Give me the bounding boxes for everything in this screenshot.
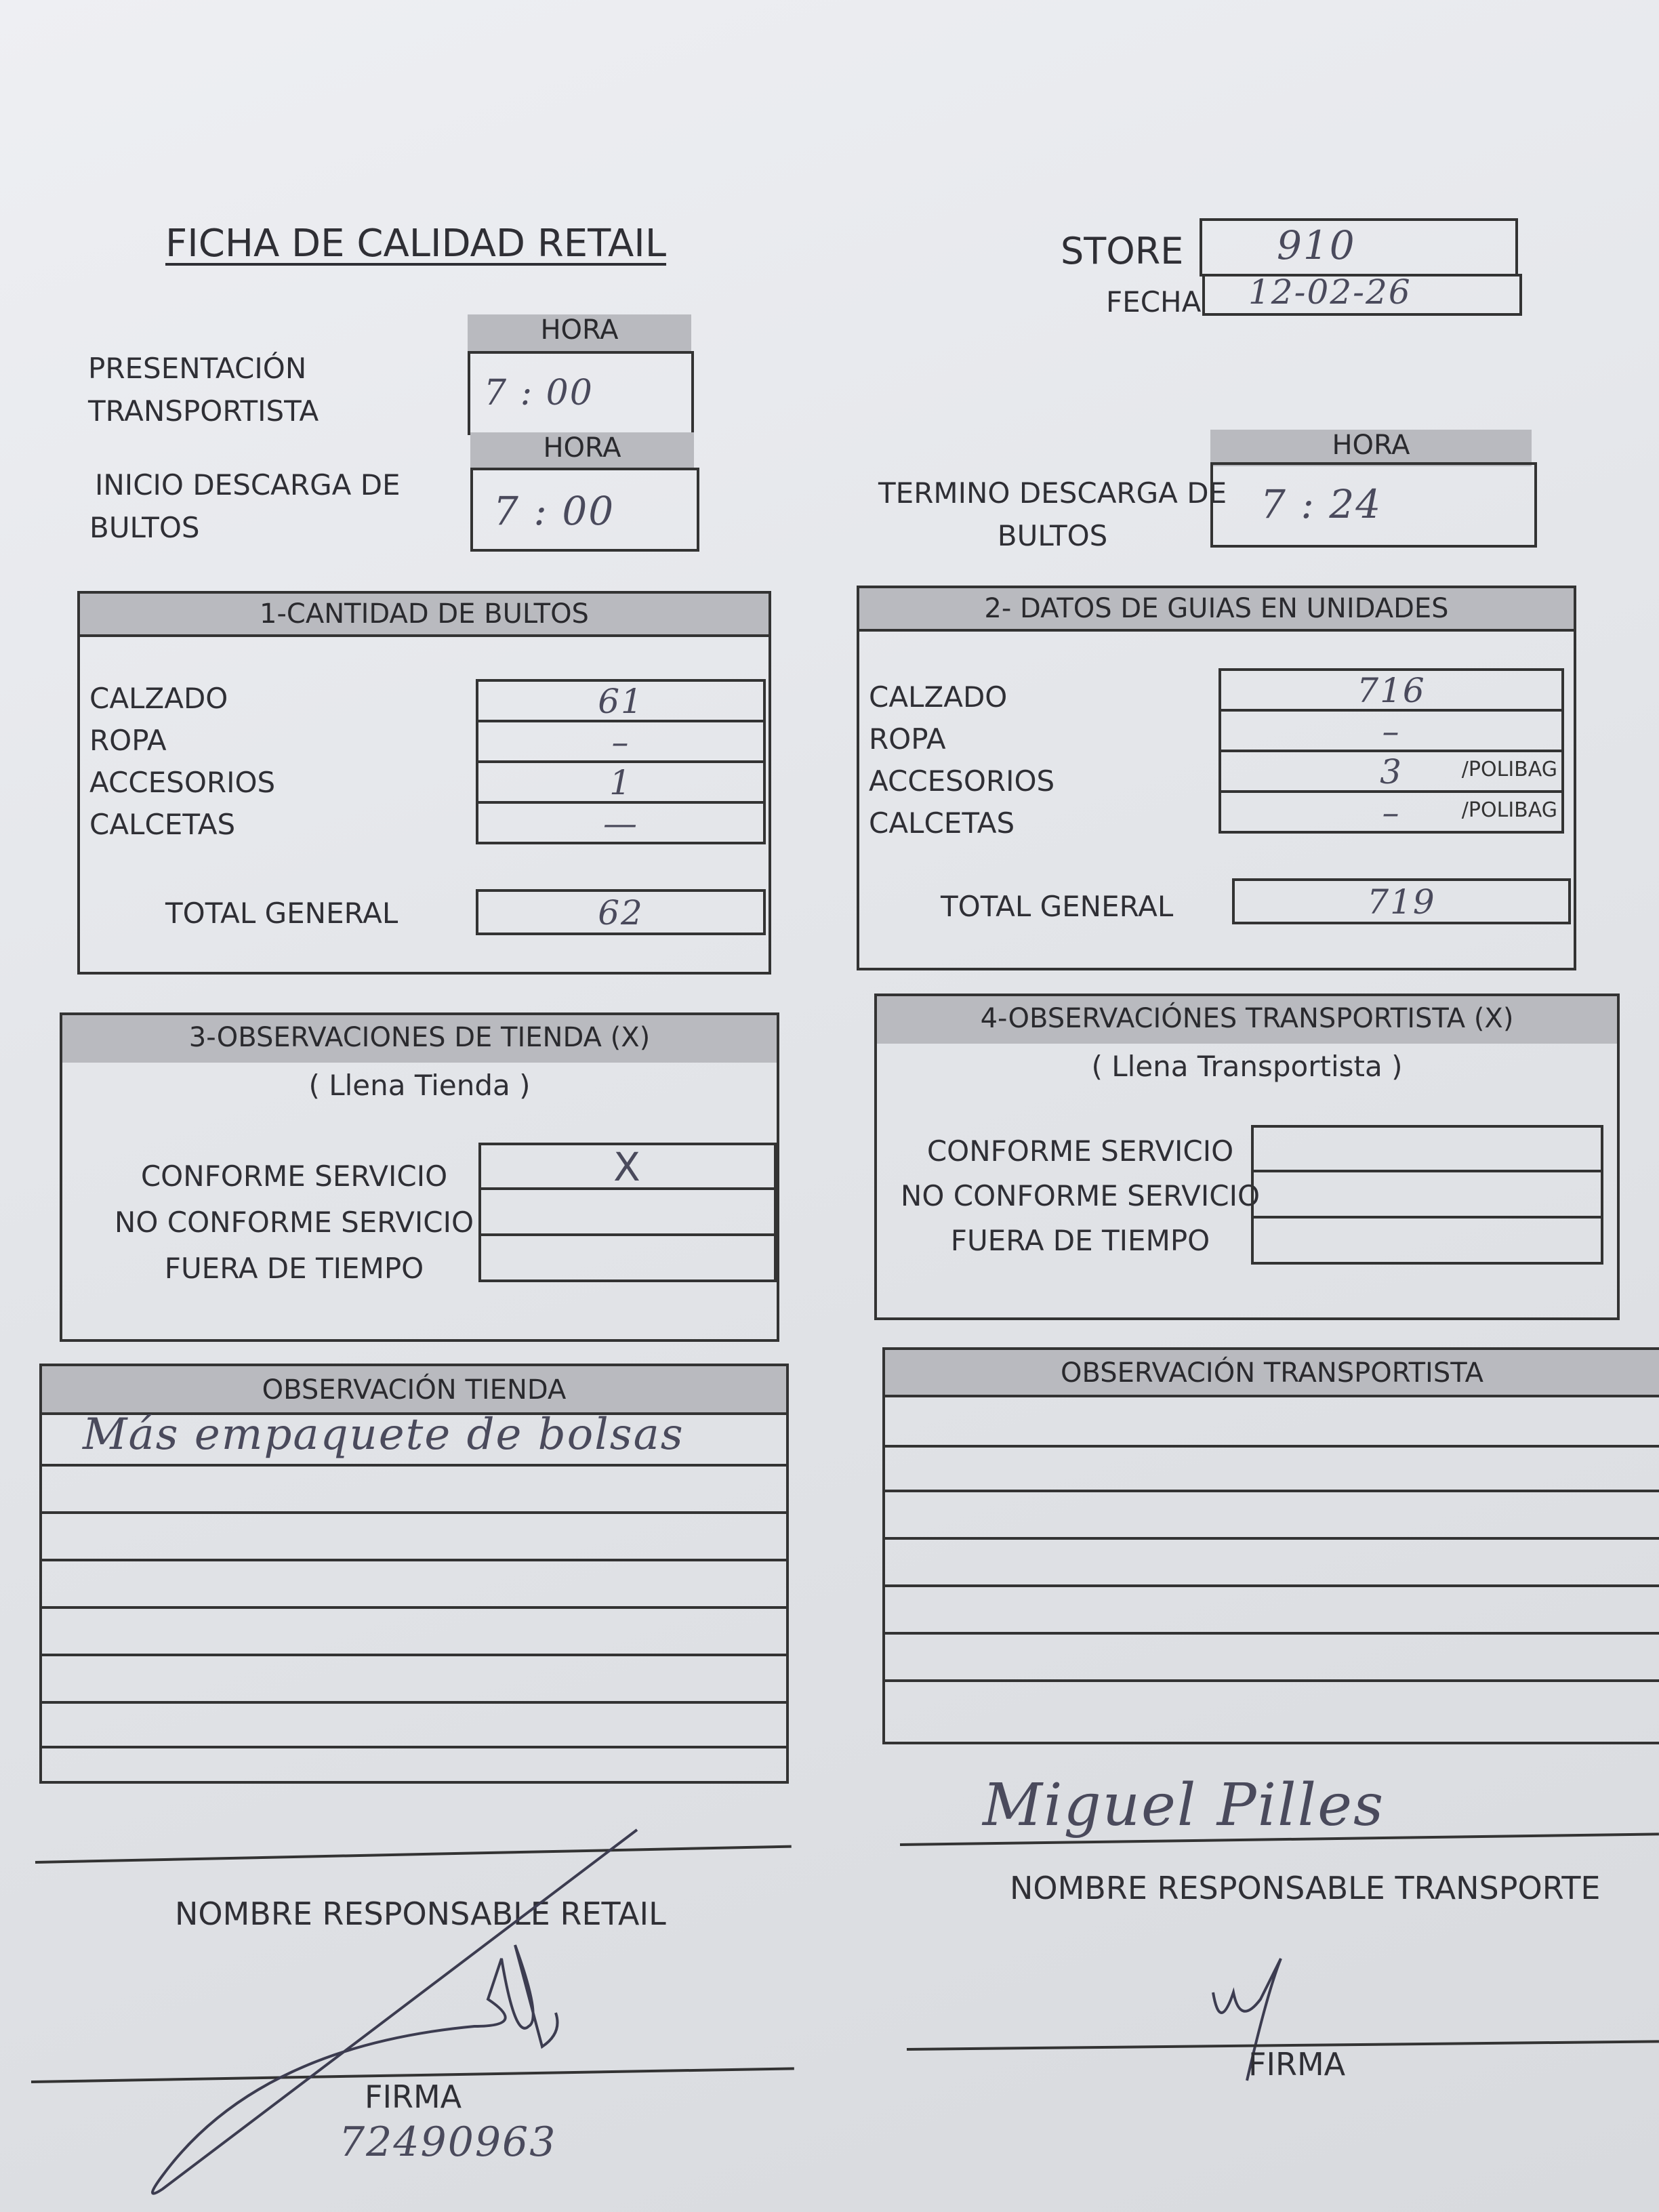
hora-header-1: HORA: [468, 314, 691, 352]
form-title: FICHA DE CALIDAD RETAIL: [165, 222, 667, 266]
section2-total-cell[interactable]: 719: [1232, 878, 1571, 924]
obs-tienda-text[interactable]: Más empaquete de bolsas: [83, 1410, 684, 1460]
section2-labels: [869, 676, 1054, 844]
section1-row-label: ROPA: [89, 724, 167, 757]
section1-total-cell[interactable]: 62: [476, 889, 766, 935]
obs-tienda-line: [42, 1464, 786, 1467]
presentacion-label: PRESENTACIÓN TRANSPORTISTA: [88, 352, 319, 428]
presentacion-hora-field[interactable]: [468, 351, 694, 435]
section4-labels: CONFORME SERVICIO NO CONFORME SERVICIO FUERA DE TIEMPO: [900, 1134, 1261, 1257]
section1-labels: [89, 678, 275, 846]
section1-cell-calcetas[interactable]: —: [476, 801, 766, 844]
polibag-suffix: /POLIBAG: [1461, 758, 1557, 781]
transport-firma-label: FIRMA: [1248, 2046, 1346, 2083]
obs-tienda-line: [42, 1606, 786, 1609]
fecha-field[interactable]: [1202, 274, 1522, 316]
retail-name-label: NOMBRE RESPONSABLE RETAIL: [175, 1896, 666, 1932]
obs-transportista-line: [885, 1490, 1659, 1492]
section1-total-label: TOTAL GENERAL: [165, 897, 398, 930]
retail-firma-label: FIRMA: [365, 2078, 462, 2115]
termino-hora-value: 7 : 24: [1261, 481, 1382, 527]
termino-label: TERMINO DESCARGA DE BULTOS: [878, 476, 1227, 552]
transport-name-value: Miguel Pilles: [983, 1771, 1385, 1839]
inicio-hora-value: 7 : 00: [493, 488, 615, 534]
section1-row-label: ACCESORIOS: [89, 766, 276, 799]
obs-transportista-line: [885, 1584, 1659, 1587]
section4-subtitle: ( Llena Transportista ): [1091, 1050, 1403, 1083]
section3-mark-fuera-tiempo[interactable]: [478, 1233, 777, 1282]
section3-box: [60, 1012, 779, 1342]
section4-mark-conforme[interactable]: [1251, 1125, 1603, 1172]
hora-header-2: HORA: [470, 432, 694, 468]
store-label: STORE: [1061, 230, 1184, 272]
section4-box: [874, 994, 1620, 1320]
hora-header-3: HORA: [1210, 430, 1532, 466]
section4-mark-no-conforme[interactable]: [1251, 1170, 1603, 1218]
section2-row-label: CALZADO: [869, 680, 1008, 714]
obs-transportista-line: [885, 1679, 1659, 1682]
section2-cell-calcetas[interactable]: – /POLIBAG: [1218, 790, 1564, 834]
inicio-label: INICIO DESCARGA DE BULTOS: [89, 468, 401, 544]
obs-transportista-line: [885, 1632, 1659, 1635]
store-field[interactable]: [1200, 218, 1518, 276]
inicio-hora-field[interactable]: [470, 468, 699, 552]
section2-cell-ropa[interactable]: –: [1218, 709, 1564, 752]
section1-row-label: CALCETAS: [89, 808, 236, 841]
section4-title: 4-OBSERVACIÓNES TRANSPORTISTA (X): [877, 996, 1617, 1044]
obs-tienda-line: [42, 1746, 786, 1748]
section2-title: 2- DATOS DE GUIAS EN UNIDADES: [859, 588, 1574, 632]
fecha-label: FECHA: [1106, 285, 1202, 319]
section2-row-label: ROPA: [869, 722, 946, 756]
section1-box: [77, 591, 771, 975]
section3-subtitle: ( Llena Tienda ): [308, 1069, 531, 1102]
section2-box: [857, 586, 1576, 970]
section1-cell-calzado[interactable]: 61: [476, 679, 766, 722]
section3-mark-conforme[interactable]: X: [478, 1143, 777, 1190]
section1-cell-ropa[interactable]: –: [476, 720, 766, 763]
section3-mark-no-conforme[interactable]: [478, 1187, 777, 1236]
section2-total-label: TOTAL GENERAL: [941, 890, 1174, 923]
fecha-value: 12-02-26: [1248, 272, 1412, 312]
section2-row-label: ACCESORIOS: [869, 764, 1055, 798]
section2-row-label: CALCETAS: [869, 806, 1015, 840]
termino-hora-field[interactable]: [1210, 462, 1537, 548]
section1-row-label: CALZADO: [89, 682, 228, 715]
obs-transportista-line: [885, 1445, 1659, 1448]
obs-tienda-line: [42, 1701, 786, 1704]
section3-labels: CONFORME SERVICIO NO CONFORME SERVICIO FUERA DE TIEMPO: [114, 1160, 474, 1285]
obs-transportista-title: OBSERVACIÓN TRANSPORTISTA: [885, 1350, 1659, 1397]
polibag-suffix: /POLIBAG: [1461, 798, 1557, 822]
obs-transportista-box: [882, 1347, 1659, 1744]
obs-tienda-box: [39, 1364, 789, 1784]
section1-cell-accesorios[interactable]: 1: [476, 760, 766, 804]
obs-transportista-line: [885, 1537, 1659, 1540]
section3-title: 3-OBSERVACIONES DE TIENDA (X): [62, 1015, 777, 1063]
obs-tienda-line: [42, 1511, 786, 1514]
section4-mark-fuera-tiempo[interactable]: [1251, 1216, 1603, 1265]
retail-signature: [122, 1823, 664, 2203]
transport-name-label: NOMBRE RESPONSABLE TRANSPORTE: [1010, 1870, 1601, 1906]
obs-tienda-title: OBSERVACIÓN TIENDA: [42, 1366, 786, 1415]
obs-tienda-line: [42, 1559, 786, 1561]
presentacion-hora-value: 7 : 00: [484, 373, 594, 413]
obs-tienda-line: [42, 1654, 786, 1656]
section1-title: 1-CANTIDAD DE BULTOS: [80, 594, 769, 637]
section2-cell-calzado[interactable]: 716: [1218, 668, 1564, 712]
retail-id: 72490963: [339, 2118, 557, 2166]
store-value: 910: [1277, 222, 1356, 268]
section2-cell-accesorios[interactable]: 3 /POLIBAG: [1218, 750, 1564, 793]
